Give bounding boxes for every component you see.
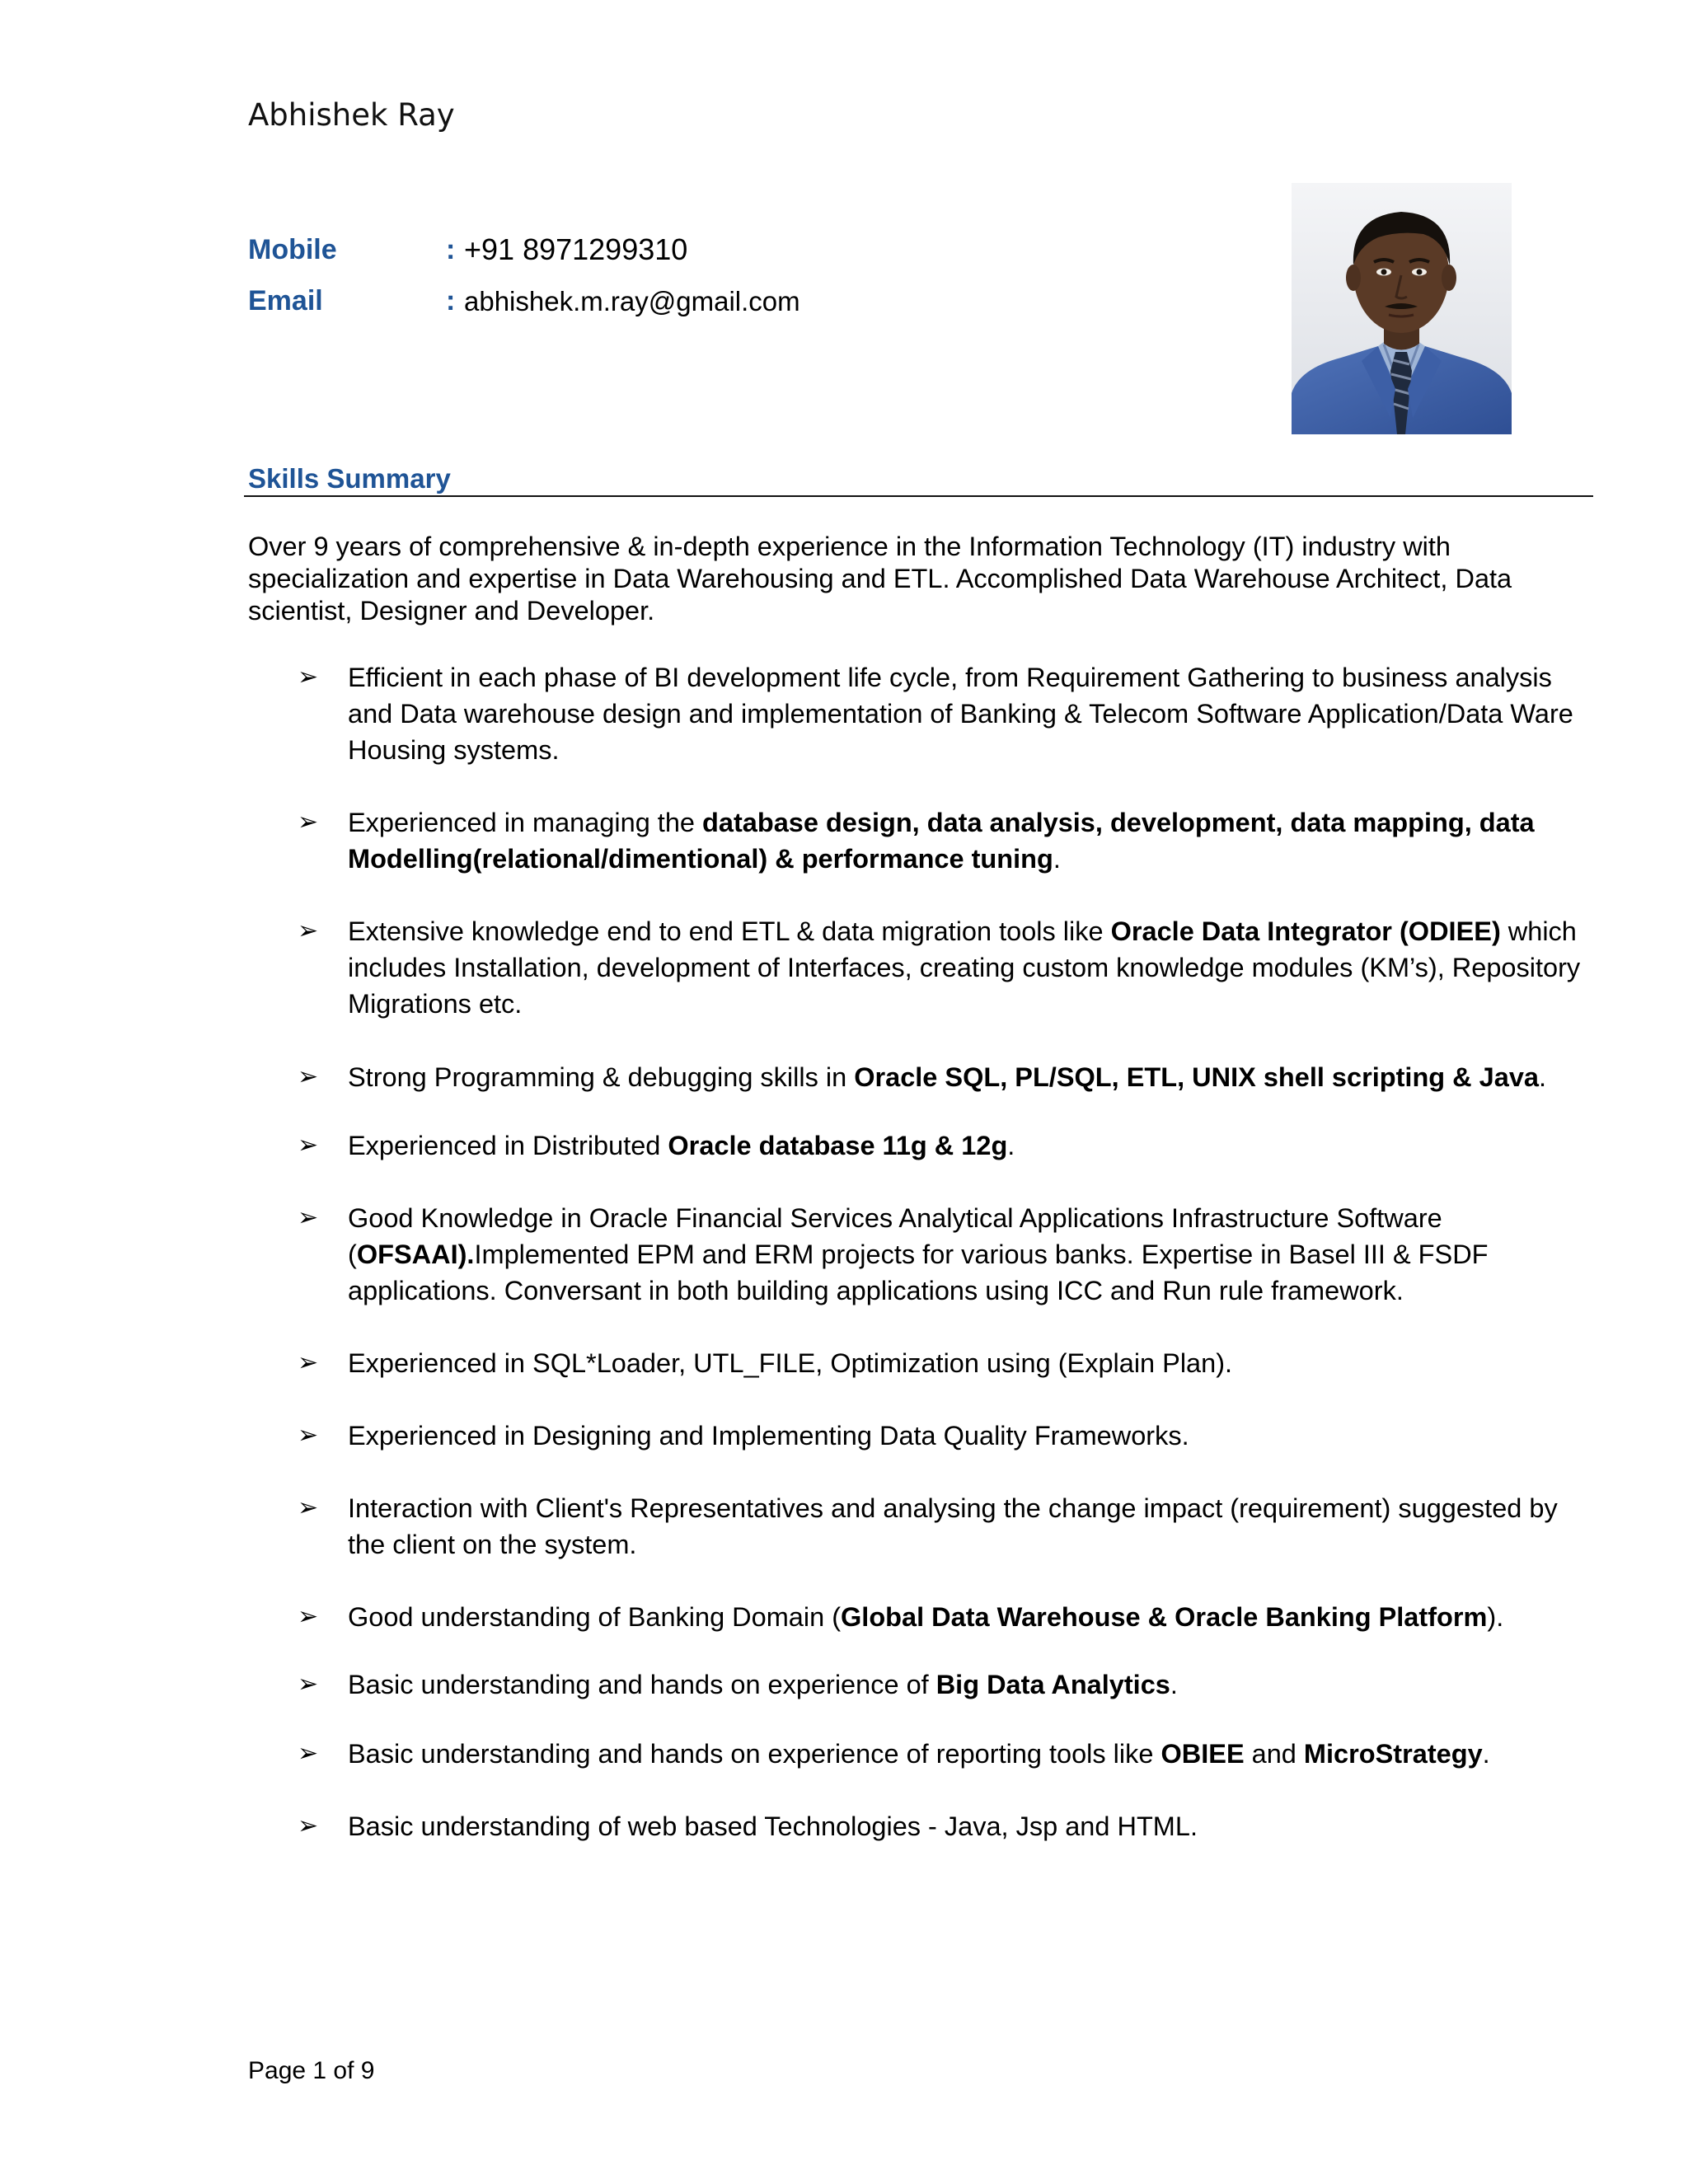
bullet-bold-text: OFSAAI). <box>356 1240 475 1269</box>
bullet-bold-text: MicroStrategy <box>1303 1739 1483 1769</box>
bullet-text-run: . <box>1482 1739 1490 1769</box>
arrow-bullet-icon: ➢ <box>298 1493 319 1522</box>
arrow-bullet-icon: ➢ <box>298 916 319 945</box>
skills-bullet-text <box>348 1200 1592 1309</box>
email-value: abhishek.m.ray@gmail.com <box>464 286 800 316</box>
bullet-text-run: Interaction with Client's Representatives and analysing the change impact (requirement) suggested by the client on the system. <box>348 1493 1558 1559</box>
skills-bullet-text <box>348 1127 1592 1164</box>
arrow-bullet-icon: ➢ <box>298 1602 319 1631</box>
bullet-text-run: Implemented EPM and ERM projects for various banks. Expertise in Basel III & FSDF applications. Conversant in both building applications using ICC and Run rule framework. <box>348 1240 1489 1305</box>
bullet-text-run: and <box>1244 1739 1304 1769</box>
bullet-text-run: Extensive knowledge end to end ETL & data migration tools like <box>348 916 1111 946</box>
bullet-text-run: Basic understanding of web based Technologies - Java, Jsp and HTML. <box>348 1811 1198 1841</box>
skills-bullet-text <box>348 1599 1592 1635</box>
section-divider <box>244 495 1593 497</box>
skills-summary-title: Skills Summary <box>248 463 451 494</box>
bullet-text-run: . <box>1053 844 1061 874</box>
skills-bullet-text <box>348 804 1592 877</box>
bullet-text-run: ). <box>1487 1602 1504 1632</box>
arrow-bullet-icon: ➢ <box>298 1062 319 1091</box>
email-label: Email <box>248 285 323 316</box>
skills-bullet-text <box>348 913 1592 1022</box>
arrow-bullet-icon: ➢ <box>298 1670 319 1699</box>
candidate-name: Abhishek Ray <box>248 97 455 133</box>
page-number: Page 1 of 9 <box>248 2057 375 2084</box>
bullet-bold-text: database design, data analysis, development, data mapping, data Modelling(relational/dimentional) & performance tuning <box>348 808 1535 874</box>
bullet-bold-text: Oracle database 11g & 12g <box>668 1131 1008 1160</box>
mobile-value: +91 8971299310 <box>464 232 688 266</box>
skills-bullet-text <box>348 1666 1592 1703</box>
skills-bullet-text <box>348 1808 1592 1844</box>
bullet-text-run: Experienced in Distributed <box>348 1131 668 1160</box>
bullet-bold-text: Big Data Analytics <box>935 1670 1170 1699</box>
skills-bullet-text <box>348 1345 1592 1381</box>
bullet-text-run: . <box>1538 1062 1547 1092</box>
bullet-text-run: . <box>1007 1131 1015 1160</box>
bullet-text-run: Efficient in each phase of BI development life cycle, from Requirement Gathering to business analysis and Data warehouse design and implementation of Banking & Telecom Software Application/Data Ware Housing systems. <box>348 663 1573 765</box>
bullet-text-run: Strong Programming & debugging skills in <box>348 1062 855 1092</box>
arrow-bullet-icon: ➢ <box>298 1811 319 1840</box>
skills-bullet-text <box>348 1059 1592 1095</box>
bullet-text-run: Experienced in SQL*Loader, UTL_FILE, Optimization using (Explain Plan). <box>348 1348 1233 1378</box>
skills-bullet-text <box>348 1736 1592 1772</box>
bullet-bold-text: Oracle Data Integrator (ODIEE) <box>1110 916 1501 946</box>
bullet-bold-text: Global Data Warehouse & Oracle Banking Platform <box>841 1602 1488 1632</box>
bullet-text-run: Good Knowledge in Oracle Financial Services Analytical Applications Infrastructure Software ( <box>348 1203 1442 1269</box>
bullet-text-run: Basic understanding and hands on experience of <box>348 1670 936 1699</box>
profile-photo <box>1292 183 1512 434</box>
bullet-bold-text: Oracle SQL, PL/SQL, ETL, UNIX shell scripting & Java <box>854 1062 1539 1092</box>
email-colon: : <box>446 285 456 316</box>
arrow-bullet-icon: ➢ <box>298 808 319 837</box>
arrow-bullet-icon: ➢ <box>298 1739 319 1768</box>
arrow-bullet-icon: ➢ <box>298 663 319 691</box>
skills-summary-paragraph: Over 9 years of comprehensive & in-depth experience in the Information Technology (IT) industry with specialization and expertise in Data Warehousing and ETL. Accomplished Data Warehouse Architect, Data scientist, Designer and Developer. <box>248 532 1512 626</box>
arrow-bullet-icon: ➢ <box>298 1348 319 1377</box>
mobile-label: Mobile <box>248 234 337 265</box>
bullet-text-run: . <box>1170 1670 1178 1699</box>
bullet-text-run: Good understanding of Banking Domain ( <box>348 1602 842 1632</box>
skills-bullet-text <box>348 659 1592 768</box>
skills-bullet-text <box>348 1490 1592 1563</box>
arrow-bullet-icon: ➢ <box>298 1421 319 1450</box>
arrow-bullet-icon: ➢ <box>298 1203 319 1232</box>
skills-bullet-text <box>348 1418 1592 1454</box>
bullet-text-run: Experienced in managing the <box>348 808 703 837</box>
arrow-bullet-icon: ➢ <box>298 1131 319 1160</box>
profile-photo-icon <box>1292 183 1512 434</box>
bullet-text-run: which includes Installation, development of Interfaces, creating custom knowledge modules (KM’s), Repository Migrations etc. <box>348 916 1581 1019</box>
bullet-text-run: Basic understanding and hands on experience of reporting tools like <box>348 1739 1161 1769</box>
mobile-colon: : <box>446 234 456 265</box>
bullet-text-run: Experienced in Designing and Implementing Data Quality Frameworks. <box>348 1421 1189 1451</box>
bullet-bold-text: OBIEE <box>1160 1739 1245 1769</box>
